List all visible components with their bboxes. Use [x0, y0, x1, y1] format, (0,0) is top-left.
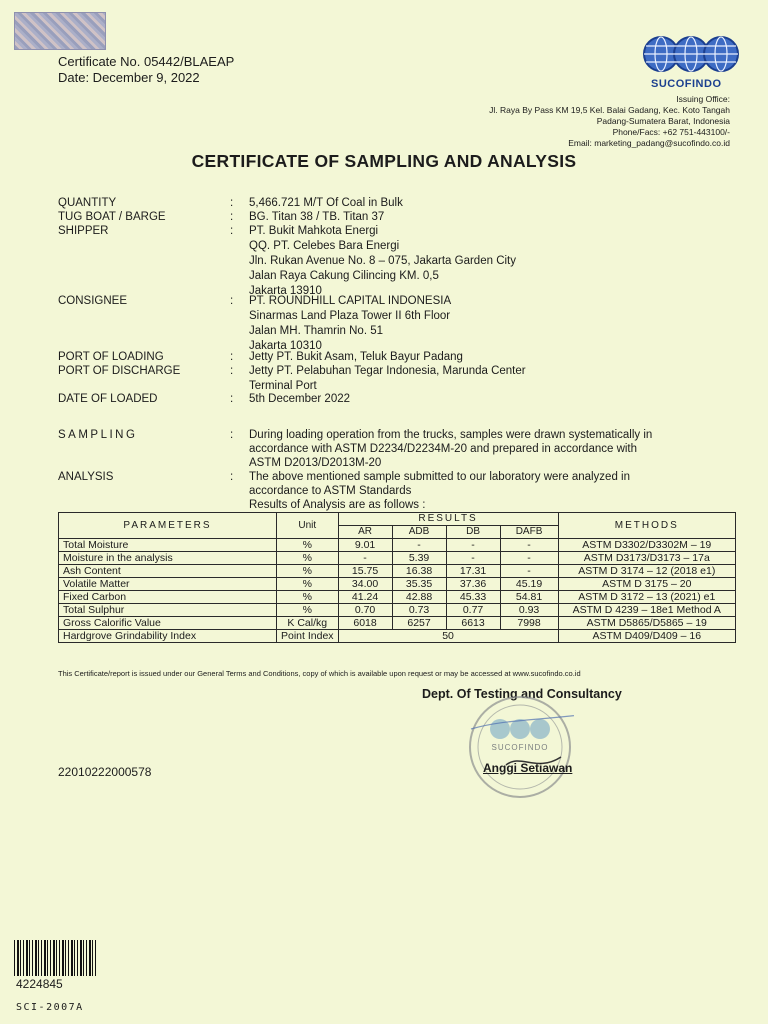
reference-number: 22010222000578 — [58, 765, 152, 779]
field-value — [249, 350, 709, 364]
header-adb: ADB — [392, 526, 446, 539]
signer-name: Anggi Setiawan — [483, 761, 573, 775]
issuing-office — [489, 94, 730, 149]
cell-method: ASTM D 3174 – 12 (2018 e1) — [558, 565, 735, 578]
form-code: SCI-2007A — [16, 1002, 84, 1013]
value-line: QQ. PT. Celebes Bara Energi — [249, 240, 400, 252]
cell-unit: Point Index — [277, 630, 339, 643]
header-results: RESULTS — [338, 513, 558, 526]
cell-dafb: 0.93 — [500, 604, 558, 617]
field-value — [249, 364, 709, 393]
document-title: CERTIFICATE OF SAMPLING AND ANALYSIS — [191, 151, 577, 171]
barcode-icon — [14, 940, 98, 976]
certificate-date: Date: December 9, 2022 — [58, 70, 200, 85]
field-label: DATE OF LOADED — [58, 393, 158, 405]
office-line: Padang-Sumatera Barat, Indonesia — [596, 116, 730, 126]
header-dafb: DAFB — [500, 526, 558, 539]
colon: : — [230, 211, 234, 223]
value-line: Jakarta 10310 — [249, 340, 322, 352]
table-row — [59, 552, 736, 565]
field-value — [249, 392, 709, 406]
cell-ar: 41.24 — [338, 591, 392, 604]
value-line: accordance with ASTM D2234/D2234M-20 and prepared in accordance with — [249, 443, 638, 455]
header-methods: METHODS — [558, 513, 735, 539]
value-line: Sinarmas Land Plaza Tower II 6th Floor — [249, 310, 451, 322]
cell-parameter: Total Sulphur — [59, 604, 277, 617]
cell-adb: - — [392, 539, 446, 552]
cell-method: ASTM D5865/D5865 – 19 — [558, 617, 735, 630]
field-label: PORT OF LOADING — [58, 351, 164, 363]
disclaimer-text: This Certificate/report is issued under our General Terms and Conditions, copy of which is available upon request or may be accessed at www.sucofindo.co.id — [58, 669, 581, 678]
field-label: SAMPLING — [58, 429, 138, 441]
cell-adb: 16.38 — [392, 565, 446, 578]
value-line: Terminal Port — [249, 380, 317, 392]
value-line: Jakarta 13910 — [249, 285, 322, 297]
cell-parameter: Moisture in the analysis — [59, 552, 277, 565]
cell-ar: 15.75 — [338, 565, 392, 578]
field-label: CONSIGNEE — [58, 295, 128, 307]
cell-parameter: Fixed Carbon — [59, 591, 277, 604]
value-line: accordance to ASTM Standards — [249, 485, 412, 497]
field-value — [249, 470, 709, 512]
cell-parameter: Total Moisture — [59, 539, 277, 552]
cell-method: ASTM D3173/D3173 – 17a — [558, 552, 735, 565]
table-row — [59, 591, 736, 604]
cell-dafb: - — [500, 565, 558, 578]
colon: : — [230, 471, 234, 483]
cell-parameter: Ash Content — [59, 565, 277, 578]
cell-adb: 42.88 — [392, 591, 446, 604]
office-line: Jl. Raya By Pass KM 19,5 Kel. Balai Gadang, Kec. Koto Tangah — [489, 105, 730, 115]
issuer-name: SUCOFINDO — [651, 78, 722, 90]
colon: : — [230, 197, 234, 209]
cell-ar: 6018 — [338, 617, 392, 630]
sucofindo-logo-icon — [643, 34, 739, 74]
cell-dafb: - — [500, 539, 558, 552]
cell-db: 45.33 — [446, 591, 500, 604]
cell-method: ASTM D 3172 – 13 (2021) e1 — [558, 591, 735, 604]
official-seal-icon — [466, 693, 574, 801]
table-row — [59, 617, 736, 630]
field-label: TUG BOAT / BARGE — [58, 211, 166, 223]
value-line: 5,466.721 M/T Of Coal in Bulk — [249, 197, 403, 209]
value-line: Results of Analysis are as follows : — [249, 499, 426, 511]
security-stamp — [14, 12, 106, 50]
table-row — [59, 630, 736, 643]
cell-unit: % — [277, 539, 339, 552]
value-line: BG. Titan 38 / TB. Titan 37 — [249, 211, 385, 223]
cell-db: 6613 — [446, 617, 500, 630]
header-ar: AR — [338, 526, 392, 539]
field-label: ANALYSIS — [58, 471, 114, 483]
office-line: Issuing Office: — [676, 94, 730, 104]
seal-text: SUCOFINDO — [491, 743, 549, 752]
cell-dafb: 54.81 — [500, 591, 558, 604]
cell-adb: 5.39 — [392, 552, 446, 565]
table-row — [59, 578, 736, 591]
cell-parameter: Hardgrove Grindability Index — [59, 630, 277, 643]
field-value — [249, 224, 709, 298]
cell-unit: % — [277, 552, 339, 565]
cell-db: 0.77 — [446, 604, 500, 617]
value-line: Jetty PT. Pelabuhan Tegar Indonesia, Marunda Center — [249, 365, 526, 377]
cell-parameter: Volatile Matter — [59, 578, 277, 591]
cell-ar: 9.01 — [338, 539, 392, 552]
cell-db: - — [446, 539, 500, 552]
field-label: PORT OF DISCHARGE — [58, 365, 181, 377]
cell-adb: 6257 — [392, 617, 446, 630]
results-table — [58, 512, 736, 643]
barcode-number: 4224845 — [16, 977, 63, 991]
cell-hgi-value: 50 — [338, 630, 558, 643]
cell-ar: - — [338, 552, 392, 565]
certificate-meta — [58, 54, 234, 86]
colon: : — [230, 225, 234, 237]
header-db: DB — [446, 526, 500, 539]
value-line: Jln. Rukan Avenue No. 8 – 075, Jakarta Garden City — [249, 255, 516, 267]
cell-dafb: 7998 — [500, 617, 558, 630]
field-value — [249, 210, 709, 224]
value-line: 5th December 2022 — [249, 393, 351, 405]
field-label: SHIPPER — [58, 225, 109, 237]
value-line: ASTM D2013/D2013M-20 — [249, 457, 382, 469]
value-line: Jetty PT. Bukit Asam, Teluk Bayur Padang — [249, 351, 463, 363]
field-value — [249, 196, 709, 210]
header-parameters: PARAMETERS — [59, 513, 277, 539]
cell-unit: % — [277, 578, 339, 591]
field-value — [249, 428, 709, 470]
colon: : — [230, 393, 234, 405]
office-line: Phone/Facs: +62 751-443100/- — [612, 127, 730, 137]
table-row — [59, 604, 736, 617]
cell-db: 17.31 — [446, 565, 500, 578]
certificate-number: Certificate No. 05442/BLAEAP — [58, 54, 235, 69]
cell-db: - — [446, 552, 500, 565]
colon: : — [230, 429, 234, 441]
cell-unit: % — [277, 604, 339, 617]
colon: : — [230, 351, 234, 363]
value-line: Jalan MH. Thamrin No. 51 — [249, 325, 384, 337]
value-line: PT. ROUNDHILL CAPITAL INDONESIA — [249, 295, 452, 307]
colon: : — [230, 365, 234, 377]
table-row — [59, 565, 736, 578]
cell-adb: 0.73 — [392, 604, 446, 617]
colon: : — [230, 295, 234, 307]
value-line: Jalan Raya Cakung Cilincing KM. 0,5 — [249, 270, 439, 282]
cell-method: ASTM D3302/D3302M – 19 — [558, 539, 735, 552]
cell-dafb: 45.19 — [500, 578, 558, 591]
cell-method: ASTM D409/D409 – 16 — [558, 630, 735, 643]
cell-dafb: - — [500, 552, 558, 565]
department-name: Dept. Of Testing and Consultancy — [422, 687, 622, 701]
cell-adb: 35.35 — [392, 578, 446, 591]
cell-unit: % — [277, 591, 339, 604]
cell-unit: K Cal/kg — [277, 617, 339, 630]
cell-method: ASTM D 4239 – 18e1 Method A — [558, 604, 735, 617]
field-label: QUANTITY — [58, 197, 117, 209]
value-line: During loading operation from the trucks, samples were drawn systematically in — [249, 429, 653, 441]
cell-parameter: Gross Calorific Value — [59, 617, 277, 630]
cell-ar: 34.00 — [338, 578, 392, 591]
cell-method: ASTM D 3175 – 20 — [558, 578, 735, 591]
table-row — [59, 539, 736, 552]
cell-ar: 0.70 — [338, 604, 392, 617]
field-value — [249, 294, 709, 353]
office-line: Email: marketing_padang@sucofindo.co.id — [568, 138, 730, 148]
cell-db: 37.36 — [446, 578, 500, 591]
cell-unit: % — [277, 565, 339, 578]
value-line: PT. Bukit Mahkota Energi — [249, 225, 379, 237]
header-unit: Unit — [277, 513, 339, 539]
value-line: The above mentioned sample submitted to our laboratory were analyzed in — [249, 471, 630, 483]
